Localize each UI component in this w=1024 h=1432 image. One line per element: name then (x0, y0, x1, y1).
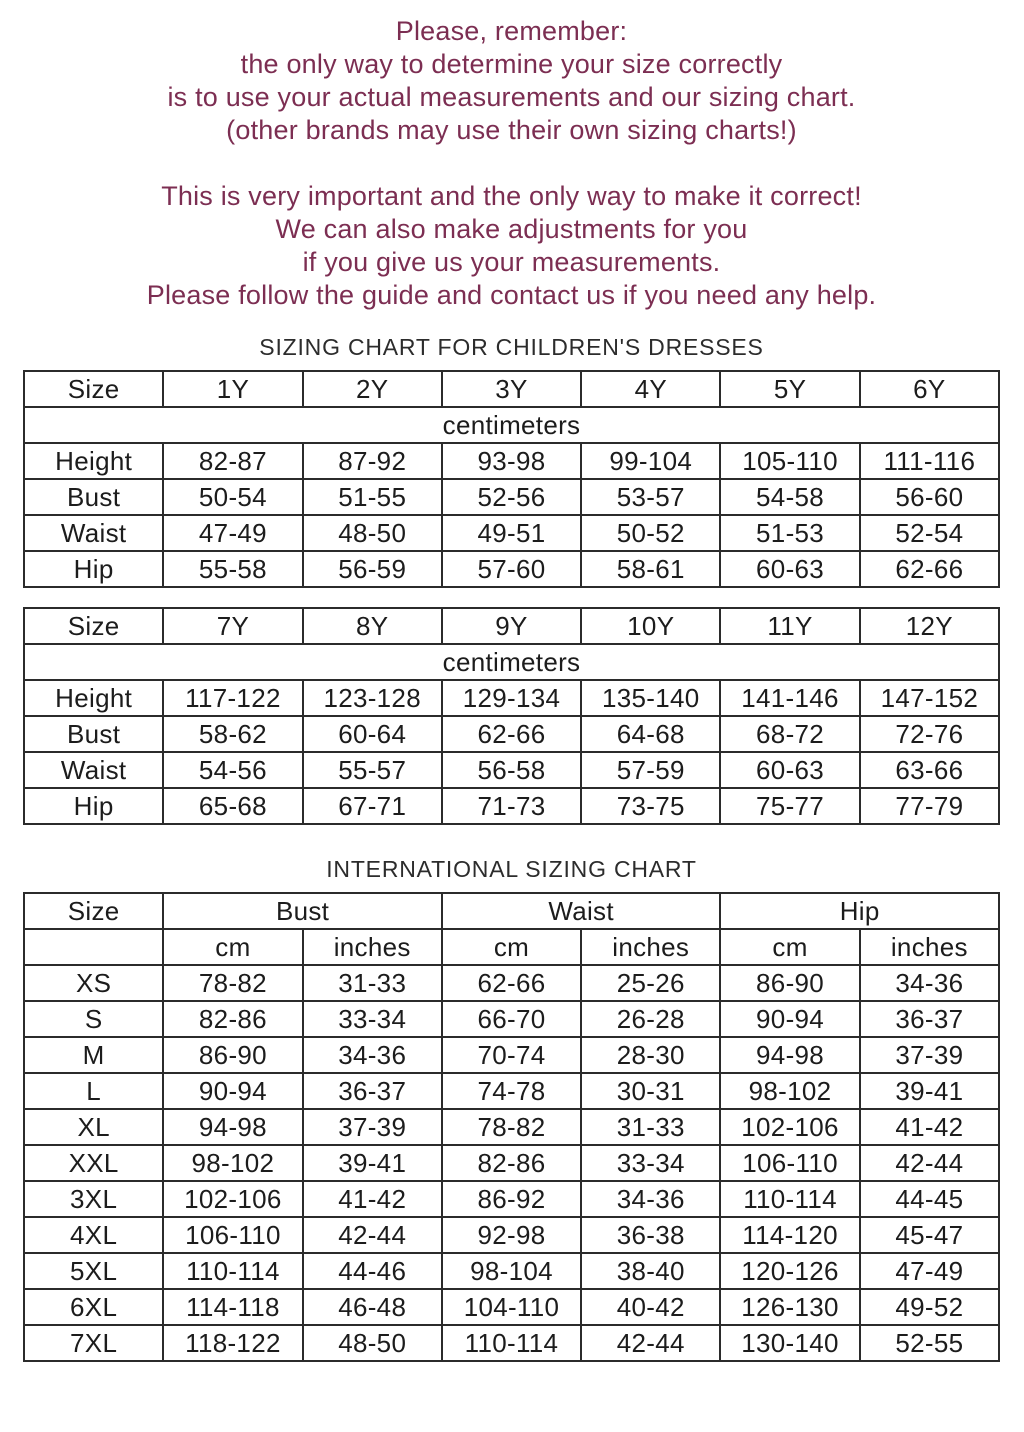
group-header-cell: Waist (442, 893, 721, 929)
size-value-cell: 102-106 (163, 1181, 302, 1217)
size-year-header: 7Y (163, 608, 302, 644)
size-value-cell: 39-41 (303, 1145, 442, 1181)
measurement-value-cell: 52-56 (442, 479, 581, 515)
size-row (24, 1325, 999, 1361)
intro-line: is to use your actual measurements and our sizing chart. (167, 82, 856, 112)
size-value-cell: 78-82 (163, 965, 302, 1001)
measurement-value-cell: 56-60 (860, 479, 999, 515)
measurement-value-cell: 48-50 (303, 515, 442, 551)
size-value-cell: 28-30 (581, 1037, 720, 1073)
size-value-cell: 37-39 (303, 1109, 442, 1145)
size-value-cell: 42-44 (303, 1217, 442, 1253)
size-value-cell: 86-90 (163, 1037, 302, 1073)
size-value-cell: 86-92 (442, 1181, 581, 1217)
size-value-cell: 49-52 (860, 1289, 999, 1325)
measurement-value-cell: 60-64 (303, 716, 442, 752)
size-value-cell: 102-106 (720, 1109, 859, 1145)
measurement-value-cell: 49-51 (442, 515, 581, 551)
intro-line: if you give us your measurements. (302, 247, 721, 277)
size-value-cell: 25-26 (581, 965, 720, 1001)
measurement-row (24, 752, 999, 788)
size-value-cell: 94-98 (163, 1109, 302, 1145)
size-row (24, 965, 999, 1001)
size-value-cell: 31-33 (303, 965, 442, 1001)
size-name-cell: 7XL (24, 1325, 163, 1361)
measurement-value-cell: 65-68 (163, 788, 302, 824)
size-value-cell: 70-74 (442, 1037, 581, 1073)
size-value-cell: 82-86 (163, 1001, 302, 1037)
size-value-cell: 74-78 (442, 1073, 581, 1109)
measurement-label-cell: Hip (24, 788, 163, 824)
measurement-value-cell: 71-73 (442, 788, 581, 824)
size-value-cell: 37-39 (860, 1037, 999, 1073)
measurement-row (24, 443, 999, 479)
size-year-header: 1Y (163, 371, 302, 407)
measurement-label-cell: Bust (24, 716, 163, 752)
size-value-cell: 90-94 (163, 1073, 302, 1109)
measurement-value-cell: 64-68 (581, 716, 720, 752)
measurement-value-cell: 62-66 (442, 716, 581, 752)
size-value-cell: 33-34 (581, 1145, 720, 1181)
measurement-row (24, 551, 999, 587)
measurement-value-cell: 67-71 (303, 788, 442, 824)
measurement-value-cell: 57-59 (581, 752, 720, 788)
measurement-value-cell: 75-77 (720, 788, 859, 824)
measurement-row (24, 716, 999, 752)
size-value-cell: 82-86 (442, 1145, 581, 1181)
size-value-cell: 104-110 (442, 1289, 581, 1325)
size-value-cell: 47-49 (860, 1253, 999, 1289)
size-value-cell: 34-36 (860, 965, 999, 1001)
intro-paragraph-1 (23, 15, 1000, 147)
size-year-header: 4Y (581, 371, 720, 407)
size-row (24, 1001, 999, 1037)
size-value-cell: 44-45 (860, 1181, 999, 1217)
size-value-cell: 48-50 (303, 1325, 442, 1361)
children-sizing-table-1y-6y (23, 370, 1000, 588)
measurement-label-cell: Height (24, 680, 163, 716)
size-name-cell: S (24, 1001, 163, 1037)
unit-header-cell: inches (860, 929, 999, 965)
size-value-cell: 118-122 (163, 1325, 302, 1361)
children-chart-title: SIZING CHART FOR CHILDREN'S DRESSES (259, 334, 764, 360)
size-value-cell: 44-46 (303, 1253, 442, 1289)
measurement-value-cell: 111-116 (860, 443, 999, 479)
measurement-value-cell: 51-53 (720, 515, 859, 551)
size-name-cell: 3XL (24, 1181, 163, 1217)
measurement-value-cell: 53-57 (581, 479, 720, 515)
group-header-row (24, 893, 999, 929)
measurement-value-cell: 117-122 (163, 680, 302, 716)
measurement-value-cell: 55-58 (163, 551, 302, 587)
children-sizing-table-7y-12y (23, 607, 1000, 825)
size-value-cell: 92-98 (442, 1217, 581, 1253)
size-label-header: Size (24, 893, 163, 929)
measurement-row (24, 479, 999, 515)
group-header-cell: Bust (163, 893, 442, 929)
size-value-cell: 126-130 (720, 1289, 859, 1325)
intro-line: (other brands may use their own sizing charts!) (226, 115, 797, 145)
size-row (24, 1181, 999, 1217)
intro-paragraph-2 (23, 180, 1000, 312)
size-row (24, 1073, 999, 1109)
size-value-cell: 36-37 (860, 1001, 999, 1037)
unit-row (24, 407, 999, 443)
measurement-row (24, 680, 999, 716)
measurement-value-cell: 51-55 (303, 479, 442, 515)
measurement-value-cell: 50-54 (163, 479, 302, 515)
measurement-value-cell: 105-110 (720, 443, 859, 479)
size-name-cell: M (24, 1037, 163, 1073)
measurement-label-cell: Waist (24, 515, 163, 551)
measurement-value-cell: 47-49 (163, 515, 302, 551)
size-row (24, 1289, 999, 1325)
unit-label-cell: centimeters (24, 407, 999, 443)
size-value-cell: 106-110 (720, 1145, 859, 1181)
measurement-value-cell: 93-98 (442, 443, 581, 479)
size-value-cell: 42-44 (581, 1325, 720, 1361)
size-value-cell: 40-42 (581, 1289, 720, 1325)
measurement-value-cell: 68-72 (720, 716, 859, 752)
size-value-cell: 78-82 (442, 1109, 581, 1145)
measurement-value-cell: 52-54 (860, 515, 999, 551)
measurement-row (24, 515, 999, 551)
size-value-cell: 26-28 (581, 1001, 720, 1037)
size-value-cell: 31-33 (581, 1109, 720, 1145)
measurement-value-cell: 87-92 (303, 443, 442, 479)
size-name-cell: XXL (24, 1145, 163, 1181)
size-name-cell: XL (24, 1109, 163, 1145)
measurement-value-cell: 62-66 (860, 551, 999, 587)
intro-line: Please, remember: (395, 16, 628, 46)
empty-header-cell (24, 929, 163, 965)
size-name-cell: 5XL (24, 1253, 163, 1289)
size-value-cell: 39-41 (860, 1073, 999, 1109)
international-chart-title: INTERNATIONAL SIZING CHART (326, 856, 697, 882)
size-value-cell: 98-102 (720, 1073, 859, 1109)
measurement-label-cell: Bust (24, 479, 163, 515)
intro-line: Please follow the guide and contact us if you need any help. (146, 280, 877, 310)
unit-header-cell: cm (442, 929, 581, 965)
unit-header-cell: cm (720, 929, 859, 965)
measurement-value-cell: 141-146 (720, 680, 859, 716)
size-label-header: Size (24, 608, 163, 644)
size-value-cell: 114-120 (720, 1217, 859, 1253)
size-year-header: 6Y (860, 371, 999, 407)
size-value-cell: 38-40 (581, 1253, 720, 1289)
size-value-cell: 42-44 (860, 1145, 999, 1181)
measurement-value-cell: 147-152 (860, 680, 999, 716)
size-name-cell: L (24, 1073, 163, 1109)
size-year-header: 2Y (303, 371, 442, 407)
size-label-header: Size (24, 371, 163, 407)
measurement-value-cell: 129-134 (442, 680, 581, 716)
size-year-header: 5Y (720, 371, 859, 407)
intro-text (23, 15, 1000, 312)
measurement-label-cell: Waist (24, 752, 163, 788)
size-value-cell: 45-47 (860, 1217, 999, 1253)
intro-line: the only way to determine your size correctly (240, 49, 783, 79)
measurement-value-cell: 50-52 (581, 515, 720, 551)
size-name-cell: 4XL (24, 1217, 163, 1253)
unit-header-cell: inches (303, 929, 442, 965)
size-value-cell: 41-42 (860, 1109, 999, 1145)
international-sizing-table (23, 892, 1000, 1362)
size-value-cell: 130-140 (720, 1325, 859, 1361)
unit-row (24, 644, 999, 680)
size-value-cell: 30-31 (581, 1073, 720, 1109)
size-year-header: 11Y (720, 608, 859, 644)
size-value-cell: 114-118 (163, 1289, 302, 1325)
size-year-header: 8Y (303, 608, 442, 644)
size-value-cell: 66-70 (442, 1001, 581, 1037)
measurement-label-cell: Height (24, 443, 163, 479)
size-year-header: 10Y (581, 608, 720, 644)
measurement-value-cell: 60-63 (720, 551, 859, 587)
measurement-value-cell: 56-58 (442, 752, 581, 788)
unit-header-cell: inches (581, 929, 720, 965)
size-value-cell: 110-114 (720, 1181, 859, 1217)
intro-line: This is very important and the only way to make it correct! (161, 181, 862, 211)
size-value-cell: 98-104 (442, 1253, 581, 1289)
size-value-cell: 33-34 (303, 1001, 442, 1037)
size-value-cell: 62-66 (442, 965, 581, 1001)
unit-label-cell: centimeters (24, 644, 999, 680)
intro-line: We can also make adjustments for you (275, 214, 748, 244)
measurement-value-cell: 54-56 (163, 752, 302, 788)
size-name-cell: 6XL (24, 1289, 163, 1325)
size-value-cell: 106-110 (163, 1217, 302, 1253)
measurement-value-cell: 72-76 (860, 716, 999, 752)
size-row (24, 1217, 999, 1253)
measurement-value-cell: 123-128 (303, 680, 442, 716)
measurement-value-cell: 58-62 (163, 716, 302, 752)
measurement-value-cell: 73-75 (581, 788, 720, 824)
size-value-cell: 46-48 (303, 1289, 442, 1325)
size-value-cell: 110-114 (163, 1253, 302, 1289)
size-header-row (24, 608, 999, 644)
unit-header-row (24, 929, 999, 965)
size-value-cell: 34-36 (581, 1181, 720, 1217)
measurement-value-cell: 135-140 (581, 680, 720, 716)
size-row (24, 1109, 999, 1145)
size-name-cell: XS (24, 965, 163, 1001)
measurement-value-cell: 58-61 (581, 551, 720, 587)
size-value-cell: 36-37 (303, 1073, 442, 1109)
measurement-value-cell: 99-104 (581, 443, 720, 479)
measurement-value-cell: 56-59 (303, 551, 442, 587)
size-year-header: 9Y (442, 608, 581, 644)
size-value-cell: 120-126 (720, 1253, 859, 1289)
size-header-row (24, 371, 999, 407)
size-value-cell: 98-102 (163, 1145, 302, 1181)
size-row (24, 1253, 999, 1289)
size-row (24, 1037, 999, 1073)
measurement-value-cell: 77-79 (860, 788, 999, 824)
size-value-cell: 36-38 (581, 1217, 720, 1253)
measurement-value-cell: 82-87 (163, 443, 302, 479)
size-value-cell: 34-36 (303, 1037, 442, 1073)
size-year-header: 3Y (442, 371, 581, 407)
size-value-cell: 52-55 (860, 1325, 999, 1361)
size-row (24, 1145, 999, 1181)
measurement-value-cell: 63-66 (860, 752, 999, 788)
measurement-value-cell: 57-60 (442, 551, 581, 587)
unit-header-cell: cm (163, 929, 302, 965)
measurement-value-cell: 54-58 (720, 479, 859, 515)
measurement-value-cell: 60-63 (720, 752, 859, 788)
measurement-label-cell: Hip (24, 551, 163, 587)
size-value-cell: 86-90 (720, 965, 859, 1001)
size-year-header: 12Y (860, 608, 999, 644)
group-header-cell: Hip (720, 893, 999, 929)
size-value-cell: 110-114 (442, 1325, 581, 1361)
measurement-row (24, 788, 999, 824)
size-value-cell: 90-94 (720, 1001, 859, 1037)
size-value-cell: 94-98 (720, 1037, 859, 1073)
size-value-cell: 41-42 (303, 1181, 442, 1217)
measurement-value-cell: 55-57 (303, 752, 442, 788)
